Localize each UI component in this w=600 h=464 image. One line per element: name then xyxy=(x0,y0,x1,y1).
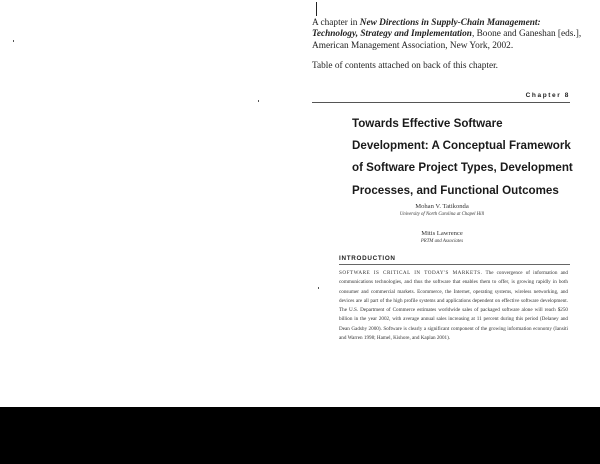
lead-in: SOFTWARE IS CRITICAL IN TODAY'S MARKETS. xyxy=(339,270,483,276)
section-heading: INTRODUCTION xyxy=(339,255,396,262)
scan-speck xyxy=(258,100,259,102)
scan-border-bottom xyxy=(0,407,600,464)
paragraph-text: The convergence of information and communications technologies, and thus the software that enables them to offer, is growing rapidly in both consumer and commercial markets. Ecommerce, the Internet, operating systems, wireless networking, and devices are all part of the high profile systems and applications dependent on effective software development. The U.S. Department of Commerce estimates worldwide sales of packaged software alone will reach $250 billion in the year 2002, with average annual sales increasing at 11 percent during this period (Delaney and Dean Gadsby 2000). Software is clearly a significant component of the growing information economy (Iansiti and Warren 1998; Hamel, Kishore, and Kaplan 2001). xyxy=(339,270,568,342)
author-affiliation: PRTM and Associates xyxy=(420,239,464,244)
citation-note xyxy=(312,18,582,52)
author-affiliation: University of North Carolina at Chapel Hill xyxy=(399,212,485,217)
chapter-title: Towards Effective Software Development: A Conceptual Framework of Software Project Types, Development Processes, and Functional Outcomes xyxy=(352,117,573,197)
chapter-label: Chapter 8 xyxy=(525,92,570,99)
chapter-divider xyxy=(312,102,570,103)
author-block xyxy=(312,230,572,245)
citation-suffix: , Boone and Ganeshan [eds.], American Management Association, New York, 2002. xyxy=(312,29,582,51)
citation-prefix: A chapter in xyxy=(312,18,360,28)
body-paragraph xyxy=(339,269,568,343)
author-block xyxy=(312,203,572,218)
scan-artifact-line xyxy=(316,2,317,16)
scan-speck xyxy=(318,287,319,289)
author-name: Mohan V. Tatikonda xyxy=(415,203,469,210)
scan-speck xyxy=(13,40,14,42)
section-divider xyxy=(339,264,570,265)
book-title: New Directions in Supply-Chain Management: Technology, Strategy and Implementation xyxy=(312,18,541,40)
author-name: Mitis Lawrence xyxy=(421,230,463,237)
toc-note: Table of contents attached on back of this chapter. xyxy=(312,61,498,71)
